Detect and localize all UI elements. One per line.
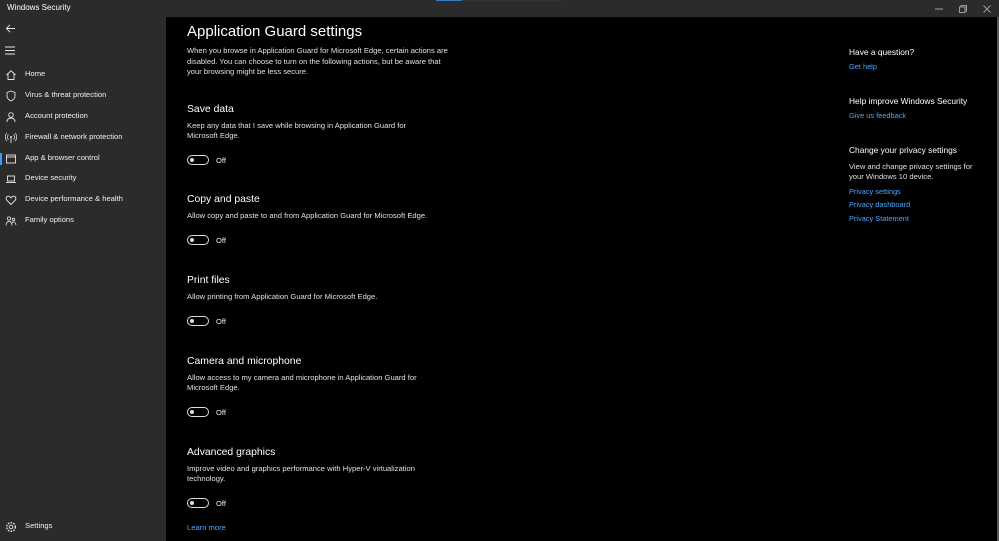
minimize-icon (935, 5, 943, 13)
section-heading: Camera and microphone (187, 356, 302, 367)
print-files-toggle[interactable] (187, 316, 209, 326)
toggle-state-label: Off (216, 236, 226, 245)
sidebar-item-label: Home (25, 69, 46, 78)
back-button[interactable] (3, 21, 17, 35)
section-description: Allow printing from Application Guard for Microsoft Edge. (187, 292, 378, 301)
sidebar-item-label: Virus & threat protection (25, 90, 107, 99)
hamburger-icon (5, 46, 15, 55)
restore-button[interactable] (951, 0, 975, 17)
sidebar-item-settings[interactable] (0, 517, 166, 537)
sidebar-item-home[interactable] (0, 65, 166, 85)
section-description: Improve video and graphics performance with Hyper-V virtualization technology. (187, 464, 415, 484)
privacy-heading: Change your privacy settings (849, 145, 957, 155)
shield-icon (5, 90, 17, 102)
back-arrow-icon (5, 23, 16, 34)
privacy-text: View and change privacy settings for your Windows 10 device. (849, 162, 973, 182)
toggle-state-label: Off (216, 408, 226, 417)
section-camera-microphone (187, 356, 487, 417)
intro-text: When you browse in Application Guard for Microsoft Edge, certain actions are disabled. You can choose to turn on the following actions, but be aware that your browsing might be less secure. (187, 46, 448, 77)
section-heading: Advanced graphics (187, 447, 276, 458)
privacy-settings-link[interactable]: Privacy settings (849, 187, 901, 196)
loading-indicator (436, 0, 562, 1)
toggle-state-label: Off (216, 499, 226, 508)
close-button[interactable] (975, 0, 999, 17)
toggle-state-label: Off (216, 317, 226, 326)
toggle-state-label: Off (216, 156, 226, 165)
sidebar-item-device-security[interactable] (0, 169, 166, 189)
sidebar-item-label: Settings (25, 521, 53, 530)
close-icon (983, 5, 991, 13)
sidebar-item-device-performance[interactable] (0, 190, 166, 210)
sidebar-item-app-browser[interactable] (0, 149, 166, 169)
sidebar-item-firewall[interactable] (0, 128, 166, 148)
app-window-icon (5, 153, 17, 165)
learn-more-link[interactable]: Learn more (187, 523, 226, 532)
copy-paste-toggle[interactable] (187, 235, 209, 245)
person-icon (5, 111, 17, 123)
privacy-statement-link[interactable]: Privacy Statement (849, 214, 909, 223)
camera-microphone-toggle[interactable] (187, 407, 209, 417)
section-save-data (187, 104, 487, 165)
section-heading: Print files (187, 275, 230, 286)
home-icon (5, 69, 17, 81)
question-heading: Have a question? (849, 47, 915, 57)
sidebar-item-family[interactable] (0, 211, 166, 231)
heart-icon (5, 194, 17, 206)
improve-heading: Help improve Windows Security (849, 96, 968, 106)
antenna-icon (5, 132, 17, 144)
sidebar-item-label: Family options (25, 215, 74, 224)
section-print-files (187, 275, 487, 326)
sidebar-item-label: Account protection (25, 111, 88, 120)
menu-button[interactable] (3, 43, 17, 57)
section-description: Keep any data that I save while browsing in Application Guard for Microsoft Edge. (187, 121, 407, 141)
sidebar-item-label: Device security (25, 173, 77, 182)
sidebar (0, 17, 166, 541)
sidebar-item-label: Device performance & health (25, 194, 123, 203)
section-heading: Copy and paste (187, 194, 260, 205)
restore-icon (959, 5, 967, 13)
section-description: Allow access to my camera and microphone in Application Guard for Microsoft Edge. (187, 373, 417, 393)
sidebar-item-label: App & browser control (25, 153, 100, 162)
sidebar-item-label: Firewall & network protection (25, 132, 123, 141)
sidebar-item-account[interactable] (0, 107, 166, 127)
gear-icon (5, 521, 17, 533)
page-title: Application Guard settings (187, 23, 363, 40)
family-icon (5, 215, 17, 227)
title-bar (0, 0, 999, 17)
sidebar-item-virus-threat[interactable] (0, 86, 166, 106)
laptop-icon (5, 173, 17, 185)
section-copy-paste (187, 194, 487, 245)
minimize-button[interactable] (927, 0, 951, 17)
get-help-link[interactable]: Get help (849, 62, 877, 71)
privacy-dashboard-link[interactable]: Privacy dashboard (849, 200, 911, 209)
save-data-toggle[interactable] (187, 155, 209, 165)
section-heading: Save data (187, 104, 234, 115)
section-description: Allow copy and paste to and from Application Guard for Microsoft Edge. (187, 211, 428, 220)
feedback-link[interactable]: Give us feedback (849, 111, 907, 120)
advanced-graphics-toggle[interactable] (187, 498, 209, 508)
window-title: Windows Security (7, 3, 71, 12)
section-advanced-graphics (187, 447, 487, 508)
